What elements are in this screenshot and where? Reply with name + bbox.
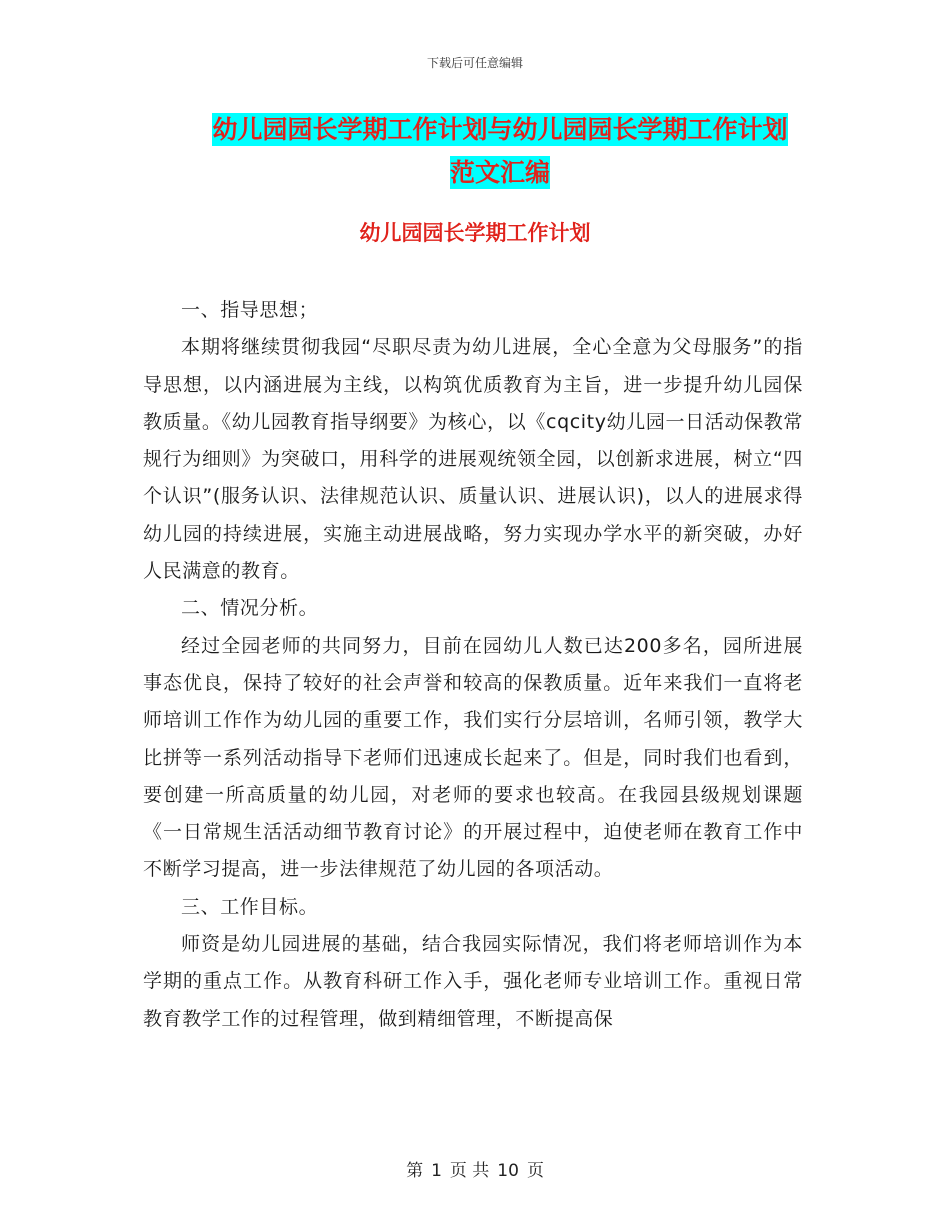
paragraph: 本期将继续贯彻我园“尽职尽责为幼儿进展，全心全意为父母服务”的指导思想，以内涵进展为主线，以构筑优质教育为主旨，进一步提升幼儿园保教质量。《幼儿园教育指导纲要》为核心，以《cqcity幼儿园一日活动保教常规行为细则》为突破口，用科学的进展观统领全园，以创新求进展，树立“四个认识”(服务认识、法律规范认识、质量认识、进展认识)，以人的进展求得幼儿园的持续进展，实施主动进展战略，努力实现办学水平的新突破，办好人民满意的教育。: [143, 336, 803, 583]
paragraph-heading-1: 一、指导思想；: [181, 299, 319, 321]
section-title: 幼儿园园长学期工作计划: [359, 221, 591, 245]
current-page-number: 1: [431, 1161, 442, 1181]
page-footer: [0, 1156, 950, 1181]
document-body: [143, 292, 803, 1038]
page-label-suffix: 页: [526, 1161, 544, 1181]
document-title-line-1: 幼儿园园长学期工作计划与幼儿园园长学期工作计划: [212, 115, 788, 144]
page-label-mid: 页 共: [449, 1161, 490, 1181]
document-title: [190, 108, 810, 194]
header-note: 下载后可任意编辑: [426, 56, 523, 70]
total-pages-number: 10: [497, 1161, 519, 1181]
paragraph-heading-3: 三、工作目标。: [181, 895, 319, 918]
paragraph-heading-2: 二、情况分析。: [181, 597, 319, 620]
paragraph: 师资是幼儿园进展的基础，结合我园实际情况，我们将老师培训作为本学期的重点工作。从教育科研工作入手，强化老师专业培训工作。重视日常教育教学工作的过程管理，做到精细管理，不断提高保: [143, 933, 803, 1030]
paragraph: 经过全园老师的共同努力，目前在园幼儿人数已达200多名，园所进展事态优良，保持了较好的社会声誉和较高的保教质量。近年来我们一直将老师培训工作作为幼儿园的重要工作，我们实行分层培训，名师引领，教学大比拼等一系列活动指导下老师们迅速成长起来了。但是，同时我们也看到，要创建一所高质量的幼儿园，对老师的要求也较高。在我园县级规划课题《一日常规生活活动细节教育讨论》的开展过程中，迫使老师在教育工作中不断学习提高，进一步法律规范了幼儿园的各项活动。: [143, 634, 803, 881]
document-title-line-2: 范文汇编: [449, 158, 550, 187]
page-label-prefix: 第: [406, 1161, 424, 1181]
